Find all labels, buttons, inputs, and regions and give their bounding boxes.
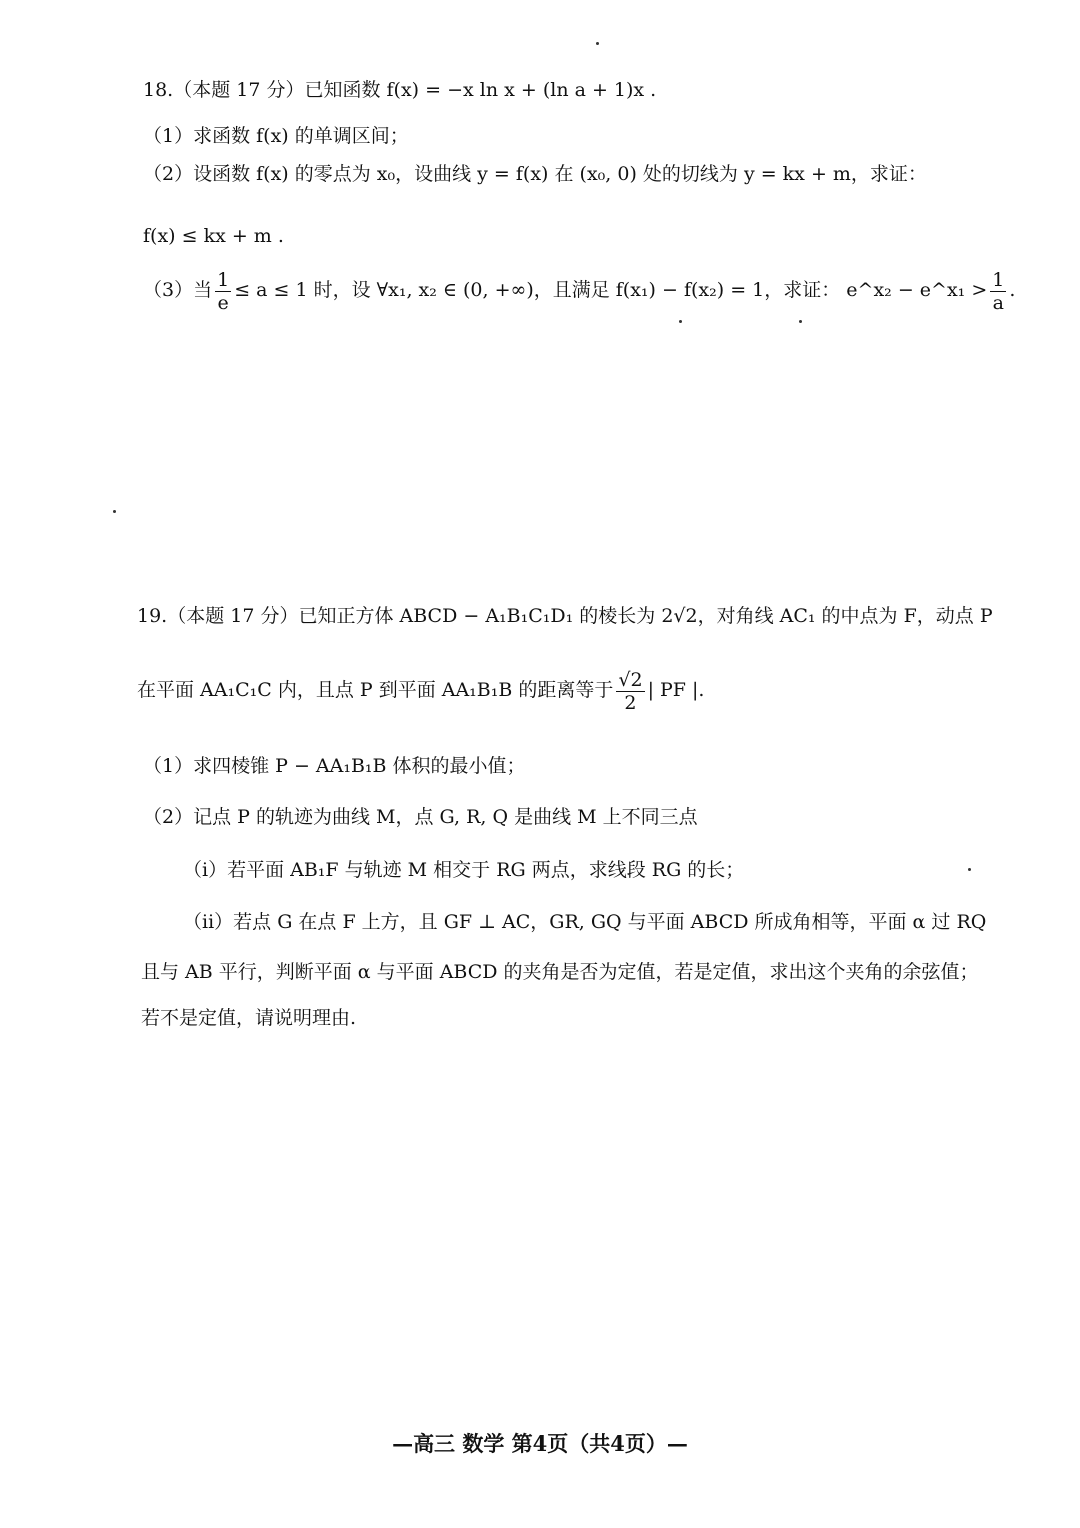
fraction-one-over-a xyxy=(990,269,1006,314)
q18-part3-prefix: （3）当 xyxy=(143,279,213,301)
scan-speck xyxy=(799,320,802,323)
fraction-denominator: e xyxy=(217,291,229,314)
fraction-one-over-e xyxy=(215,269,231,314)
q18-part3 xyxy=(143,265,1015,315)
q19-part2-i: （ⅰ）若平面 AB₁F 与轨迹 M 相交于 RG 两点，求线段 RG 的长； xyxy=(183,859,745,881)
q18-part1: （1）求函数 f(x) 的单调区间； xyxy=(143,125,409,147)
fraction-numerator: 1 xyxy=(217,268,230,291)
q19-part2-ii: （ⅱ）若点 G 在点 F 上方，且 GF ⊥ AC，GR, GQ 与平面 ABCD 所成角相等，平面 α 过 RQ xyxy=(183,911,987,933)
page-footer: —高三 数学 第4页（共4页）— xyxy=(392,1431,688,1456)
q19-part2-ii-line3: 若不是定值，请说明理由. xyxy=(141,1007,357,1029)
fraction-denominator: 2 xyxy=(624,691,637,714)
fraction-numerator: √2 xyxy=(618,668,643,691)
scan-speck xyxy=(596,42,599,45)
scan-speck xyxy=(968,868,971,871)
q19-stem2-prefix: 在平面 AA₁C₁C 内，且点 P 到平面 AA₁B₁B 的距离等于 xyxy=(137,679,614,701)
q18-part2-conclusion: f(x) ≤ kx + m . xyxy=(143,225,284,247)
q19-part2-ii-line2: 且与 AB 平行，判断平面 α 与平面 ABCD 的夹角是否为定值，若是定值，求出这个夹角的余弦值； xyxy=(141,961,979,983)
q18-part3-inequality: e^x₂ − e^x₁ > xyxy=(846,279,988,301)
q19-stem: 19.（本题 17 分）已知正方体 ABCD − A₁B₁C₁D₁ 的棱长为 2√2，对角线 AC₁ 的中点为 F，动点 P xyxy=(137,605,993,627)
q18-stem: 18.（本题 17 分）已知函数 f(x) = −x ln x + (ln a + 1)x . xyxy=(143,79,657,101)
scan-speck xyxy=(113,510,116,513)
q19-part2: （2）记点 P 的轨迹为曲线 M，点 G, R, Q 是曲线 M 上不同三点 xyxy=(143,806,698,828)
q19-part1: （1）求四棱锥 P − AA₁B₁B 体积的最小值； xyxy=(143,755,526,777)
fraction-denominator: a xyxy=(992,291,1004,314)
q18-part3-condition: ≤ a ≤ 1 时，设 ∀x₁, x₂ ∈ (0, +∞)，且满足 f(x₁) − f(x₂) = 1，求证： xyxy=(234,279,841,301)
q18-part3-end: . xyxy=(1009,279,1016,301)
q18-part2: （2）设函数 f(x) 的零点为 x₀，设曲线 y = f(x) 在 (x₀, 0) 处的切线为 y = kx + m，求证： xyxy=(143,163,927,185)
q19-stem2-suffix: | PF |. xyxy=(647,679,705,701)
q19-stem-line2 xyxy=(137,660,704,720)
scan-speck xyxy=(679,320,682,323)
fraction-sqrt2-over-2 xyxy=(616,669,644,714)
fraction-numerator: 1 xyxy=(992,268,1005,291)
